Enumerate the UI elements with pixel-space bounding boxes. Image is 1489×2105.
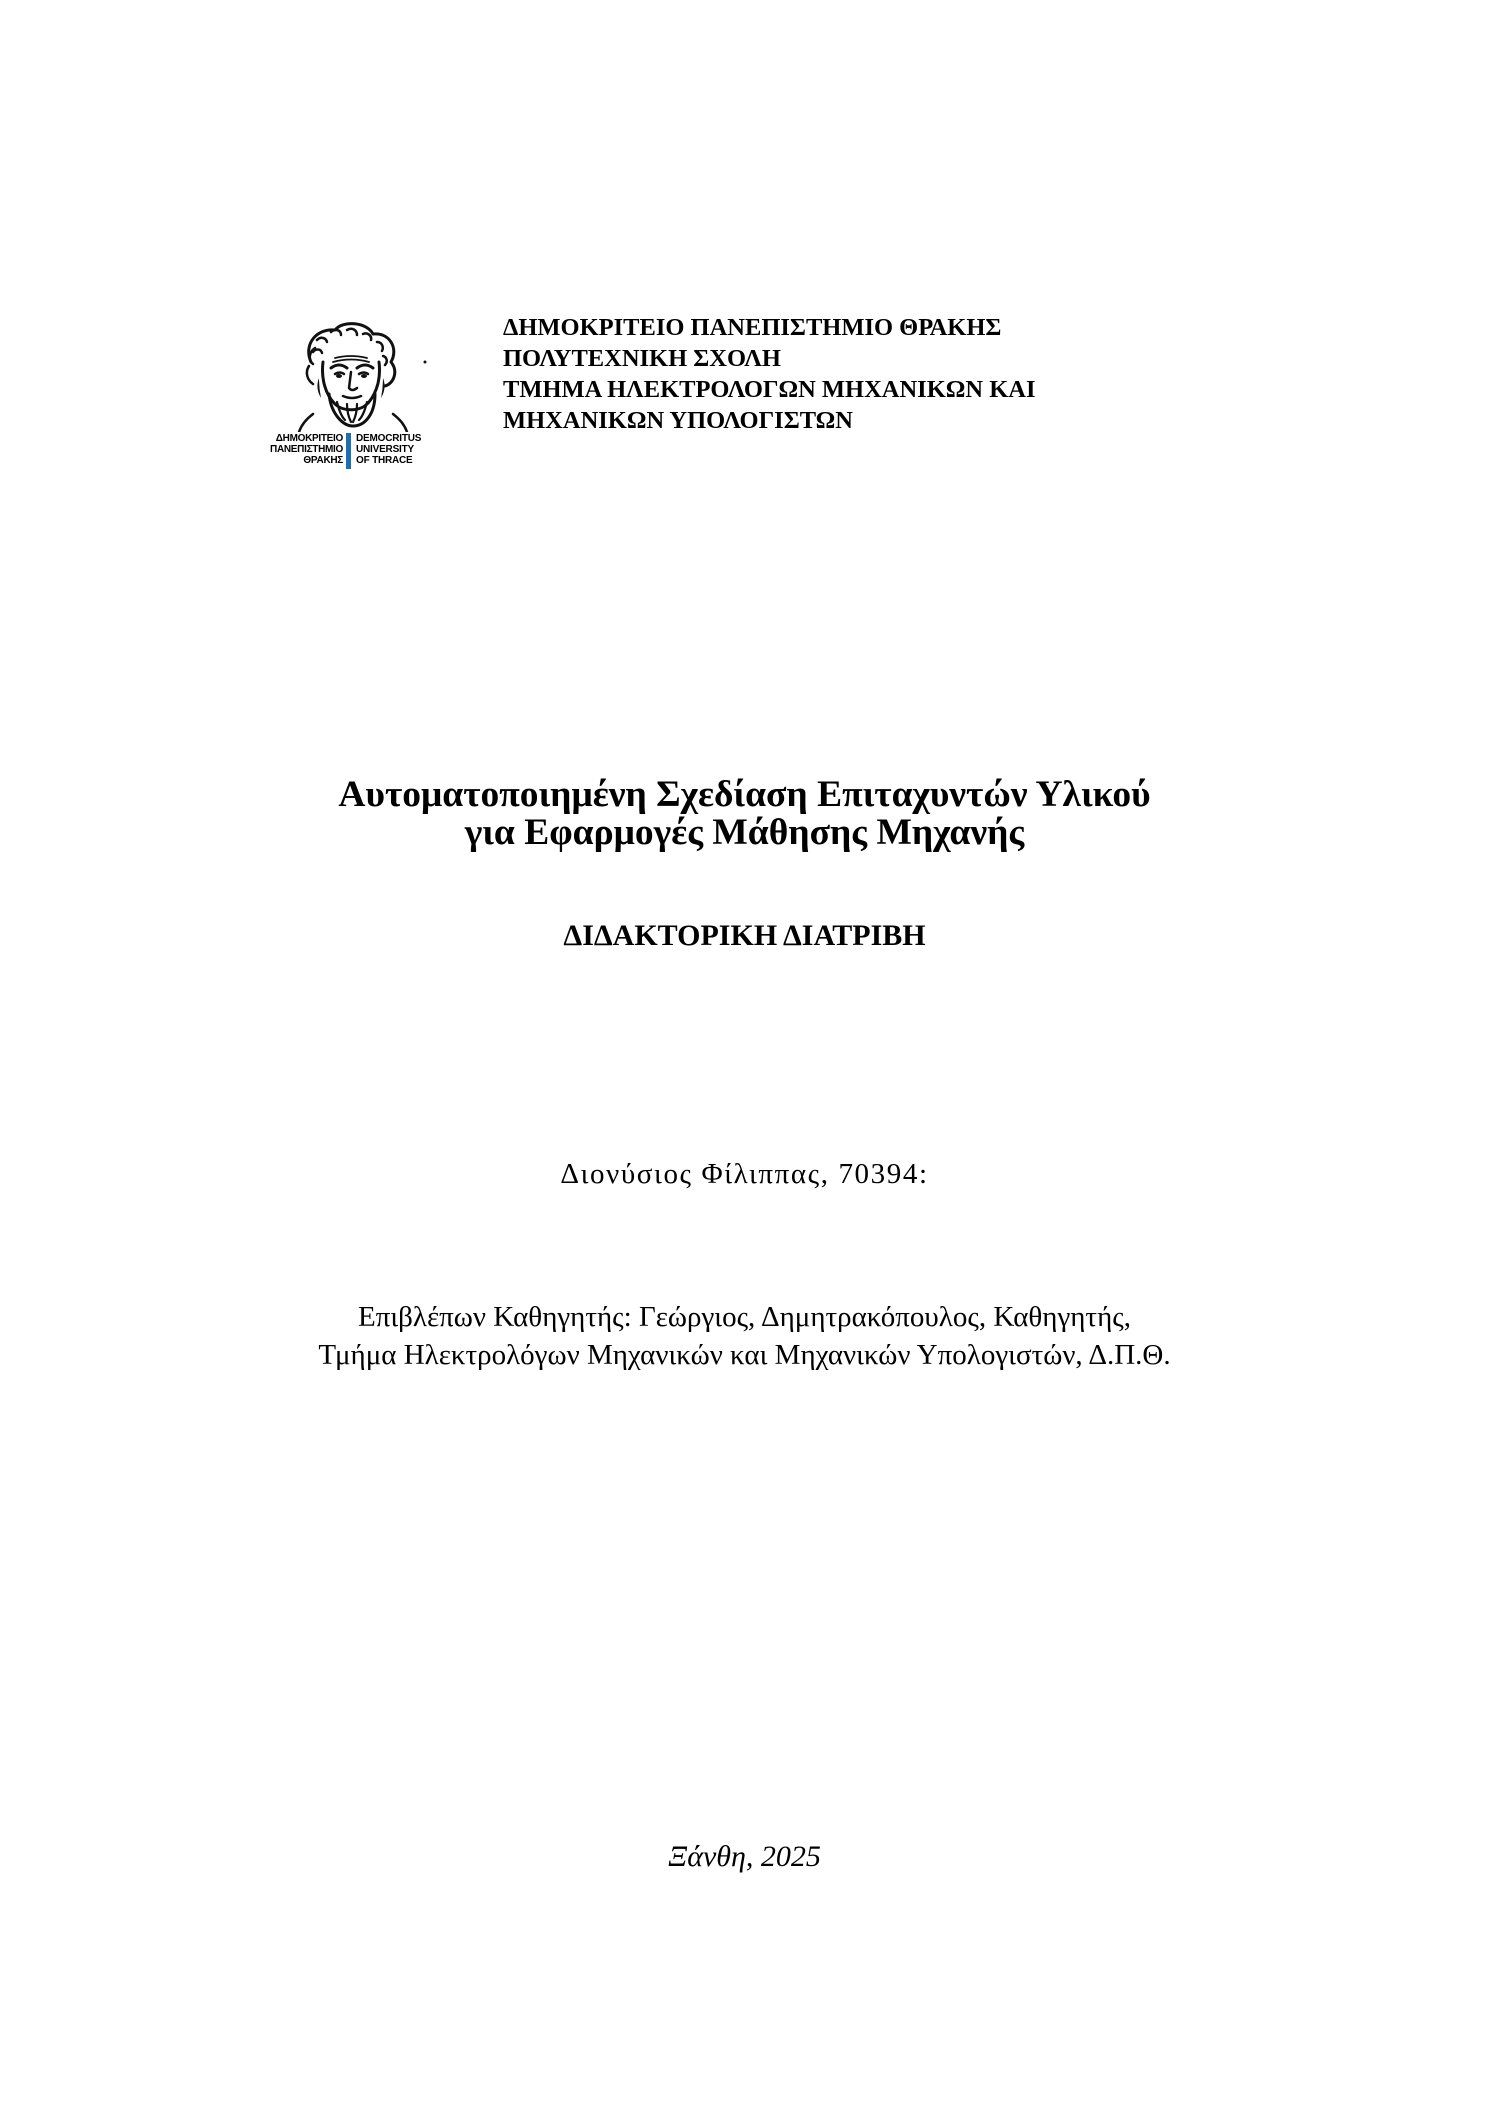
document-type: ΔΙΔΑΚΤΟΡΙΚΗ ΔΙΑΤΡΙΒΗ — [563, 919, 926, 952]
supervisor-line-2: Τμήμα Ηλεκτρολόγων Μηχανικών και Μηχανικών Υπολογιστών, Δ.Π.Θ. — [318, 1339, 1171, 1371]
logo-english-line: OF THRACE — [356, 455, 413, 466]
logo-english-line: DEMOCRITUS — [356, 433, 422, 444]
department-name-line-2: ΜΗΧΑΝΙΚΩΝ ΥΠΟΛΟΓΙΣΤΩΝ — [503, 407, 853, 434]
logo-greek-line: ΠΑΝΕΠΙΣΤΗΜΙΟ — [270, 444, 343, 455]
thesis-title — [0, 776, 1489, 852]
logo-english-text — [356, 433, 453, 466]
democritus-bust-icon — [243, 322, 453, 432]
university-logo — [243, 322, 453, 482]
thesis-title-line-2: για Εφαρμογές Μάθησης Μηχανής — [464, 812, 1025, 853]
department-name-line-1: ΤΜΗΜΑ ΗΛΕΚΤΡΟΛΟΓΩΝ ΜΗΧΑΝΙΚΩΝ ΚΑΙ — [503, 376, 1036, 403]
logo-greek-line: ΔΗΜΟΚΡΙΤΕΙΟ — [275, 433, 343, 444]
university-name: ΔΗΜΟΚΡΙΤΕΙΟ ΠΑΝΕΠΙΣΤΗΜΙΟ ΘΡΑΚΗΣ — [503, 314, 1002, 341]
logo-english-line: UNIVERSITY — [356, 444, 415, 455]
thesis-title-line-1: Αυτοματοποιημένη Σχεδίαση Επιταχυντών Υλικού — [338, 774, 1151, 815]
logo-divider-bar — [346, 433, 351, 469]
supervisor-info — [0, 1298, 1489, 1374]
logo-greek-line: ΘΡΑΚΗΣ — [303, 455, 343, 466]
school-name: ΠΟΛΥΤΕΧΝΙΚΗ ΣΧΟΛΗ — [503, 345, 781, 372]
author-name: Διονύσιος Φίλιππας, 70394: — [560, 1158, 929, 1190]
logo-greek-text — [243, 433, 343, 466]
institution-header — [503, 312, 1243, 436]
place-and-date: Ξάνθη, 2025 — [668, 1840, 821, 1873]
supervisor-line-1: Επιβλέπων Καθηγητής: Γεώργιος, Δημητρακόπουλος, Καθηγητής, — [358, 1301, 1131, 1333]
